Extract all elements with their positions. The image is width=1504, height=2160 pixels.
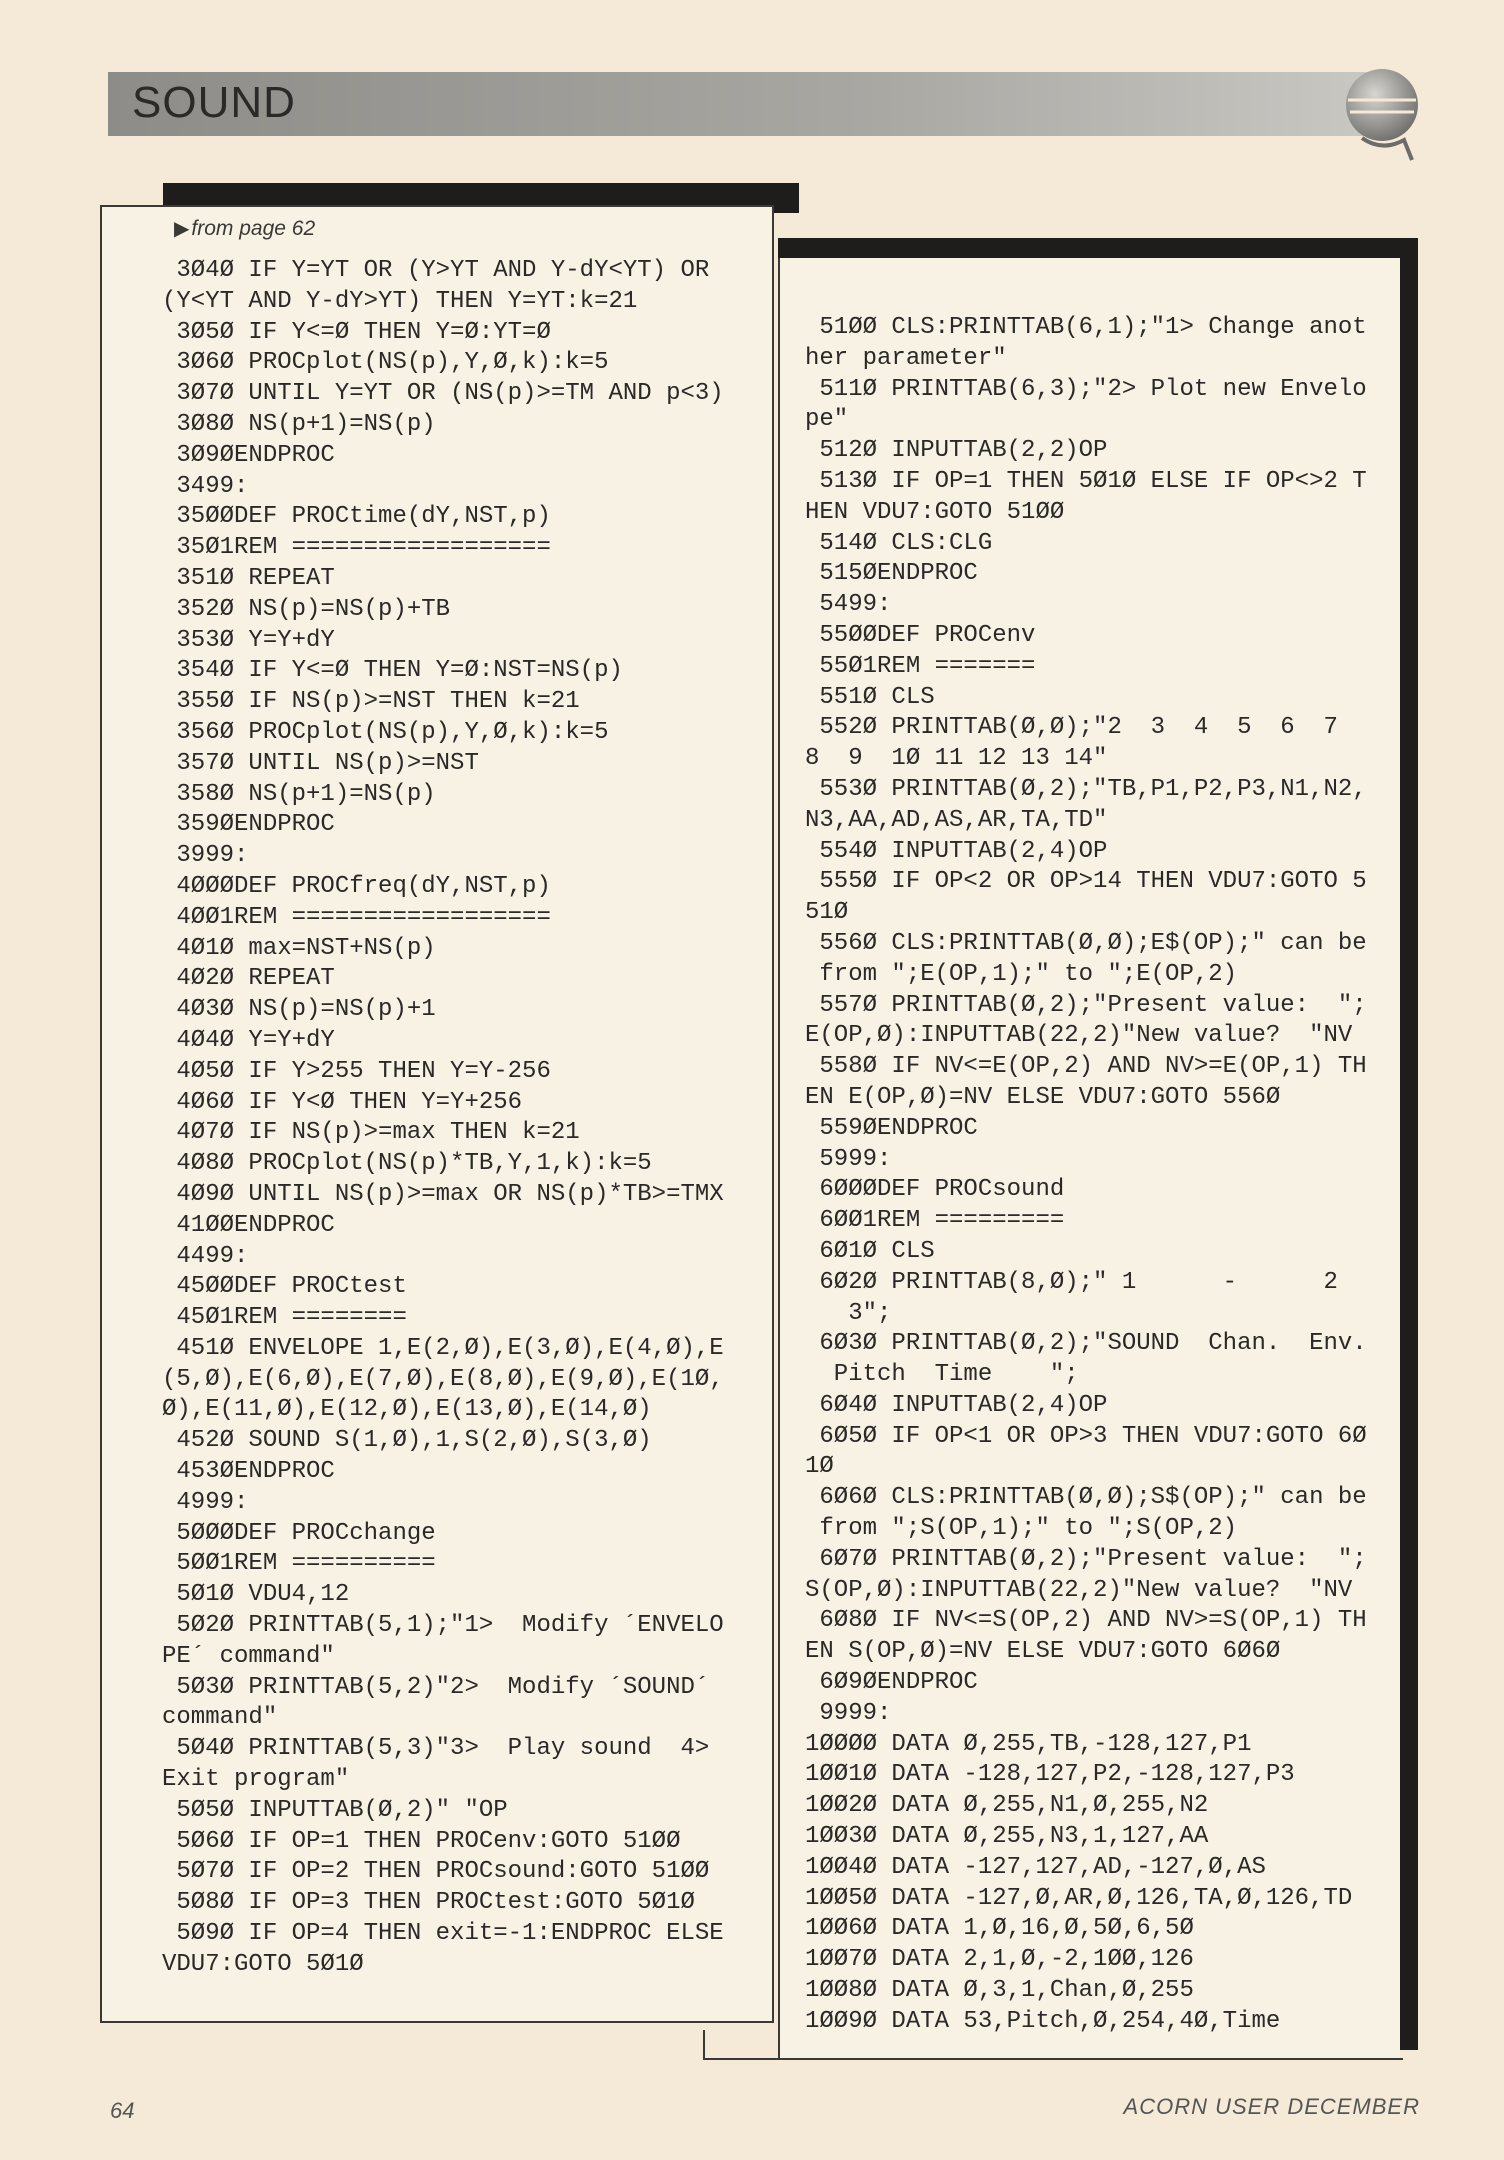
code-line: 5Ø3Ø PRINTTAB(5,2)"2> Modify ´SOUND´ — [162, 1673, 710, 1701]
code-line: 511Ø PRINTTAB(6,3);"2> Plot new Envelo — [805, 375, 1367, 403]
code-line: 551Ø CLS — [805, 683, 935, 711]
code-line: 553Ø PRINTTAB(Ø,2);"TB,P1,P2,P3,N1,N2, — [805, 775, 1367, 803]
program-listing-right — [805, 313, 1367, 2038]
code-line: 357Ø UNTIL NS(p)>=NST — [162, 749, 479, 777]
section-header-bar — [108, 72, 1370, 136]
code-line: 515ØENDPROC — [805, 560, 978, 588]
code-line: 4Ø1Ø max=NST+NS(p) — [162, 934, 436, 962]
code-line: 6Ø7Ø PRINTTAB(Ø,2);"Present value: "; — [805, 1545, 1367, 1573]
code-line: 55Ø1REM ======= — [805, 652, 1036, 680]
code-line: 6ØØØDEF PROCsound — [805, 1176, 1065, 1204]
code-line: 351Ø REPEAT — [162, 564, 335, 592]
code-line: 559ØENDPROC — [805, 1114, 978, 1142]
code-line: her parameter" — [805, 344, 1007, 372]
code-line: 554Ø INPUTTAB(2,4)OP — [805, 837, 1108, 865]
code-line: 1ØØ1Ø DATA -128,127,P2,-128,127,P3 — [805, 1761, 1295, 1789]
code-line: 3Ø4Ø IF Y=YT OR (Y>YT AND Y-dY<YT) OR — [162, 257, 710, 284]
code-line: 1ØØ7Ø DATA 2,1,Ø,-2,1ØØ,126 — [805, 1946, 1194, 1974]
code-line: 6Ø9ØENDPROC — [805, 1669, 978, 1697]
code-line: (Y<YT AND Y-dY>YT) THEN Y=YT:k=21 — [162, 287, 638, 315]
code-line: 35ØØDEF PROCtime(dY,NST,p) — [162, 503, 551, 531]
code-line: 6Ø8Ø IF NV<=S(OP,2) AND NV>=S(OP,1) TH — [805, 1607, 1367, 1635]
code-line: 5Ø6Ø IF OP=1 THEN PROCenv:GOTO 51ØØ — [162, 1827, 681, 1855]
code-line: 3Ø9ØENDPROC — [162, 441, 335, 469]
code-line: 1ØØ2Ø DATA Ø,255,N1,Ø,255,N2 — [805, 1792, 1209, 1820]
code-line: 5Ø9Ø IF OP=4 THEN exit=-1:ENDPROC ELSE — [162, 1920, 724, 1948]
code-line: S(OP,Ø):INPUTTAB(22,2)"New value? "NV — [805, 1576, 1353, 1604]
code-line: 3Ø7Ø UNTIL Y=YT OR (NS(p)>=TM AND p<3) — [162, 380, 724, 408]
code-line: 3Ø5Ø IF Y<=Ø THEN Y=Ø:YT=Ø — [162, 318, 551, 346]
code-line: 1ØØØØ DATA Ø,255,TB,-128,127,P1 — [805, 1730, 1252, 1758]
code-line: 512Ø INPUTTAB(2,2)OP — [805, 437, 1108, 465]
code-line: 557Ø PRINTTAB(Ø,2);"Present value: "; — [805, 991, 1367, 1019]
code-line: (5,Ø),E(6,Ø),E(7,Ø),E(8,Ø),E(9,Ø),E(1Ø, — [162, 1365, 724, 1393]
code-line: 5Ø4Ø PRINTTAB(5,3)"3> Play sound 4> — [162, 1735, 710, 1763]
code-line: 4Ø2Ø REPEAT — [162, 965, 335, 993]
code-line: Exit program" — [162, 1766, 350, 1794]
code-line: Ø),E(11,Ø),E(12,Ø),E(13,Ø),E(14,Ø) — [162, 1396, 652, 1424]
code-line: 6Ø4Ø INPUTTAB(2,4)OP — [805, 1391, 1108, 1419]
code-line: 6Ø2Ø PRINTTAB(8,Ø);" 1 - 2 — [805, 1268, 1338, 1296]
code-line: pe" — [805, 406, 849, 434]
code-line: from ";S(OP,1);" to ";S(OP,2) — [805, 1515, 1238, 1543]
magazine-footer: ACORN USER DECEMBER — [1123, 2094, 1420, 2119]
code-line: 45ØØDEF PROCtest — [162, 1273, 407, 1301]
globe-logo-icon — [1332, 60, 1432, 175]
code-line: 6Ø3Ø PRINTTAB(Ø,2);"SOUND Chan. Env. — [805, 1330, 1367, 1358]
code-line: 5499: — [805, 591, 892, 619]
code-line: 6Ø5Ø IF OP<1 OR OP>3 THEN VDU7:GOTO 6Ø — [805, 1422, 1367, 1450]
divider — [703, 2058, 1403, 2060]
code-line: 1ØØ3Ø DATA Ø,255,N3,1,127,AA — [805, 1823, 1209, 1851]
code-line: 4Ø5Ø IF Y>255 THEN Y=Y-256 — [162, 1057, 551, 1085]
code-line: command" — [162, 1704, 278, 1732]
code-line: 451Ø ENVELOPE 1,E(2,Ø),E(3,Ø),E(4,Ø),E — [162, 1334, 724, 1362]
code-line: 4ØØ1REM ================== — [162, 903, 551, 931]
code-line: 453ØENDPROC — [162, 1458, 335, 1486]
code-line: 4ØØØDEF PROCfreq(dY,NST,p) — [162, 872, 551, 900]
code-line: HEN VDU7:GOTO 51ØØ — [805, 498, 1065, 526]
code-line: 3499: — [162, 472, 249, 500]
code-line: 41ØØENDPROC — [162, 1211, 335, 1239]
code-line: 6Ø6Ø CLS:PRINTTAB(Ø,Ø);S$(OP);" can be — [805, 1484, 1367, 1512]
code-line: 51Ø — [805, 899, 849, 927]
code-line: EN E(OP,Ø)=NV ELSE VDU7:GOTO 556Ø — [805, 1083, 1281, 1111]
page-number: 64 — [110, 2098, 135, 2123]
code-line: 9999: — [805, 1699, 892, 1727]
code-line: 5999: — [805, 1145, 892, 1173]
code-line: 4Ø7Ø IF NS(p)>=max THEN k=21 — [162, 1119, 580, 1147]
code-line: 354Ø IF Y<=Ø THEN Y=Ø:NST=NS(p) — [162, 657, 623, 685]
code-line: 5Ø5Ø INPUTTAB(Ø,2)" "OP — [162, 1796, 508, 1824]
code-line: 4499: — [162, 1242, 249, 1270]
code-line: 358Ø NS(p+1)=NS(p) — [162, 780, 436, 808]
code-line: 552Ø PRINTTAB(Ø,Ø);"2 3 4 5 6 7 — [805, 714, 1338, 742]
code-line: from ";E(OP,1);" to ";E(OP,2) — [805, 960, 1238, 988]
code-line: 356Ø PROCplot(NS(p),Y,Ø,k):k=5 — [162, 718, 609, 746]
code-line: 1ØØ8Ø DATA Ø,3,1,Chan,Ø,255 — [805, 1977, 1194, 2005]
code-line: 4999: — [162, 1488, 249, 1516]
code-line: VDU7:GOTO 5Ø1Ø — [162, 1950, 364, 1978]
program-listing-left — [162, 256, 724, 1981]
code-line: 5ØØ1REM ========== — [162, 1550, 436, 1578]
code-line: 513Ø IF OP=1 THEN 5Ø1Ø ELSE IF OP<>2 T — [805, 467, 1367, 495]
code-line: 359ØENDPROC — [162, 811, 335, 839]
code-line: 5Ø2Ø PRINTTAB(5,1);"1> Modify ´ENVELO — [162, 1612, 724, 1640]
code-line: 5Ø1Ø VDU4,12 — [162, 1581, 350, 1609]
code-line: 5ØØØDEF PROCchange — [162, 1519, 436, 1547]
code-line: 1Ø — [805, 1453, 834, 1481]
code-line: Pitch Time "; — [805, 1361, 1079, 1389]
code-line: 55ØØDEF PROCenv — [805, 621, 1036, 649]
code-line: 556Ø CLS:PRINTTAB(Ø,Ø);E$(OP);" can be — [805, 929, 1367, 957]
code-line: 353Ø Y=Y+dY — [162, 626, 335, 654]
code-line: 6Ø1Ø CLS — [805, 1237, 935, 1265]
code-line: 1ØØ4Ø DATA -127,127,AD,-127,Ø,AS — [805, 1853, 1266, 1881]
code-line: 352Ø NS(p)=NS(p)+TB — [162, 595, 451, 623]
code-line: E(OP,Ø):INPUTTAB(22,2)"New value? "NV — [805, 1022, 1353, 1050]
code-line: 558Ø IF NV<=E(OP,2) AND NV>=E(OP,1) TH — [805, 1053, 1367, 1081]
code-line: 5Ø7Ø IF OP=2 THEN PROCsound:GOTO 51ØØ — [162, 1858, 710, 1886]
code-line: 6ØØ1REM ========= — [805, 1207, 1065, 1235]
code-line: 4Ø8Ø PROCplot(NS(p)*TB,Y,1,k):k=5 — [162, 1150, 652, 1178]
code-line: 355Ø IF NS(p)>=NST THEN k=21 — [162, 688, 580, 716]
continuation-note — [174, 216, 315, 241]
code-line: 45Ø1REM ======== — [162, 1304, 407, 1332]
code-line: 3999: — [162, 842, 249, 870]
code-line: 35Ø1REM ================== — [162, 534, 551, 562]
code-line: EN S(OP,Ø)=NV ELSE VDU7:GOTO 6Ø6Ø — [805, 1638, 1281, 1666]
continuation-label: from page 62 — [191, 217, 316, 240]
section-title: SOUND — [132, 78, 296, 127]
code-line: 514Ø CLS:CLG — [805, 529, 993, 557]
code-line: 4Ø3Ø NS(p)=NS(p)+1 — [162, 996, 436, 1024]
code-line: 4Ø9Ø UNTIL NS(p)>=max OR NS(p)*TB>=TMX — [162, 1180, 724, 1208]
code-line: 3Ø6Ø PROCplot(NS(p),Y,Ø,k):k=5 — [162, 349, 609, 377]
code-line: 452Ø SOUND S(1,Ø),1,S(2,Ø),S(3,Ø) — [162, 1427, 652, 1455]
code-line: 1ØØ6Ø DATA 1,Ø,16,Ø,5Ø,6,5Ø — [805, 1915, 1194, 1943]
triangle-right-icon: ▶ — [174, 218, 190, 240]
code-line: 5Ø8Ø IF OP=3 THEN PROCtest:GOTO 5Ø1Ø — [162, 1889, 695, 1917]
code-line: 8 9 1Ø 11 12 13 14" — [805, 745, 1108, 773]
divider — [703, 2030, 705, 2060]
code-line: 1ØØ5Ø DATA -127,Ø,AR,Ø,126,TA,Ø,126,TD — [805, 1884, 1353, 1912]
code-line: 555Ø IF OP<2 OR OP>14 THEN VDU7:GOTO 5 — [805, 868, 1367, 896]
code-line: 3"; — [805, 1299, 892, 1327]
code-line: 4Ø4Ø Y=Y+dY — [162, 1026, 335, 1054]
code-line: 1ØØ9Ø DATA 53,Pitch,Ø,254,4Ø,Time — [805, 2007, 1281, 2035]
code-line: PE´ command" — [162, 1642, 335, 1670]
code-line: N3,AA,AD,AS,AR,TA,TD" — [805, 806, 1108, 834]
code-line: 3Ø8Ø NS(p+1)=NS(p) — [162, 410, 436, 438]
code-line: 51ØØ CLS:PRINTTAB(6,1);"1> Change anot — [805, 314, 1367, 341]
code-line: 4Ø6Ø IF Y<Ø THEN Y=Y+256 — [162, 1088, 523, 1116]
